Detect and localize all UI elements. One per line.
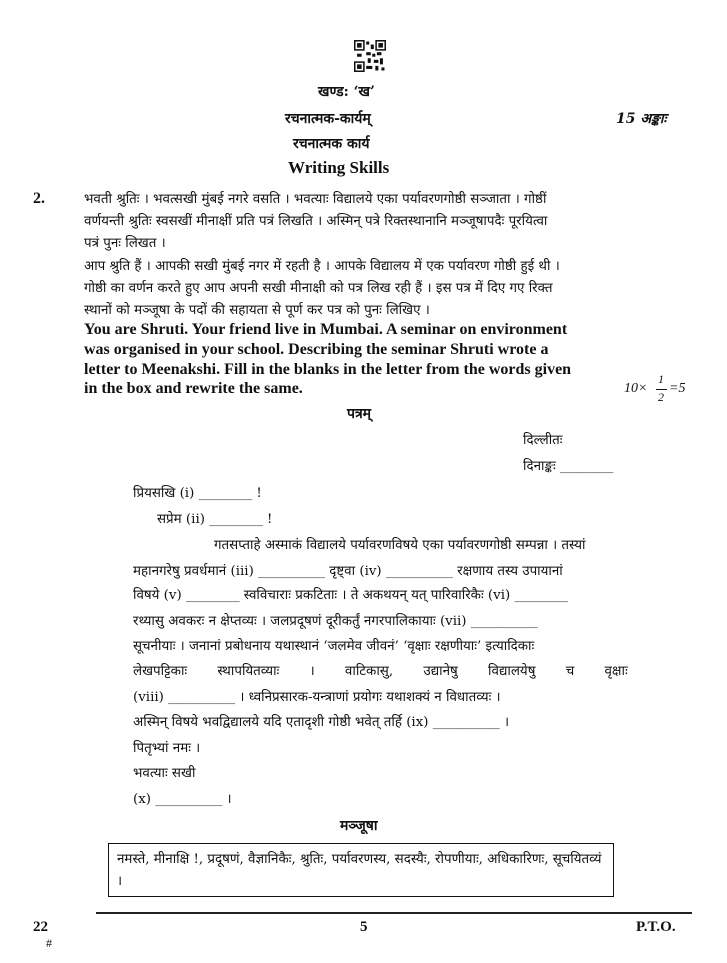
manjusha-heading: मञ्जूषा — [340, 818, 378, 834]
instruction-english-line: was organised in your school. Describing the seminar Shruti wrote a — [84, 341, 549, 358]
instruction-english-line: in the box and rewrite the same. — [84, 380, 303, 397]
letter-body-line: भवत्याः सखी — [133, 766, 196, 781]
question-number: 2. — [33, 190, 45, 207]
marks-fraction-numerator: 1 — [658, 372, 664, 386]
footer-divider — [96, 912, 692, 914]
marks-fraction-denominator: 2 — [658, 390, 664, 404]
letter-date: दिनाङ्कः ________ — [523, 459, 614, 474]
manjusha-words: नमस्ते, मीनाक्षि !, प्रदूषणं, वैज्ञानिकैः, श्रुतिः, पर्यावरणस्य, सदस्यैः, रोपणीयाः, अधिकारिणः, सूचयितव्यं । — [117, 852, 602, 889]
letter-body-line: विषये (v) ________ स्वविचाराः प्रकटिताः । ते अकथयन् यत् पारिवारिकैः (vi) ________ — [133, 588, 569, 603]
title-english: Writing Skills — [288, 158, 390, 177]
manjusha-box — [108, 843, 614, 897]
footer-hash: # — [46, 936, 52, 950]
footer-code: 22 — [33, 919, 48, 935]
letter-body-line: सूचनीयाः । जनानां प्रबोधनाय यथास्थानं ‘जलमेव जीवनं’ ‘वृक्षाः रक्षणीयाः’ इत्यादिकाः — [133, 639, 535, 654]
page-number: 5 — [360, 919, 368, 935]
instruction-english-line: letter to Meenakshi. Fill in the blanks in the letter from the words given — [84, 361, 572, 378]
letter-place: दिल्लीतः — [523, 433, 563, 448]
instruction-hindi-line: गोष्ठी का वर्णन करते हुए आप अपनी सखी मीनाक्षी को पत्र लिख रही हैं । इस पत्र में दिए गए रिक्त — [84, 281, 553, 296]
marks-lhs: 10× — [624, 381, 648, 396]
letter-body-line: महानगरेषु प्रवर्धमानं (iii) __________ दृष्ट्वा (iv) __________ रक्षणाय तस्य उपायानां — [133, 564, 563, 579]
marks-label: 15 अङ्काः — [616, 111, 667, 127]
title-hindi: रचनात्मक कार्य — [293, 136, 370, 152]
instruction-hindi-line: आप श्रुति हैं । आपकी सखी मुंबई नगर में रहती है । आपके विद्यालय में एक पर्यावरण गोष्ठी हुई थी । — [84, 259, 560, 274]
qr-code — [354, 40, 386, 72]
instruction-sanskrit-line: भवती श्रुतिः । भवत्सखी मुंबई नगरे वसति । भवत्याः विद्यालये एका पर्यावरणगोष्ठी सञ्जाता । गोष्ठीं — [84, 192, 547, 207]
instruction-hindi-line: स्थानों को मञ्जूषा के पदों की सहायता से पूर्ण कर पत्र को पुनः लिखिए । — [84, 303, 430, 318]
instruction-sanskrit-line: वर्णयन्ती श्रुतिः स्वसखीं मीनाक्षीं प्रति पत्रं लिखति । अस्मिन् पत्रे रिक्तस्थानानि मञ्जूषापदैः पूरयित्वा — [84, 214, 548, 229]
letter-body-line: गतसप्ताहे अस्माकं विद्यालये पर्यावरणविषये एका पर्यावरणगोष्ठी सम्पन्ना । तस्यां — [214, 538, 586, 553]
letter-body-line: रथ्यासु अवकरः न क्षेप्तव्यः । जलप्रदूषणं दूरीकर्तुं नगरपालिकायाः (vii) __________ — [133, 614, 538, 629]
title-sanskrit: रचनात्मक-कार्यम् — [285, 111, 371, 127]
letter-body-line: पितृभ्यां नमः । — [133, 741, 201, 756]
letter-body-line: (viii) __________ । ध्वनिप्रसारक-यन्त्राणां प्रयोगः यथाशक्यं न विधातव्यः । — [133, 690, 501, 705]
letter-body-line: (x) __________ । — [133, 792, 232, 807]
section-heading: खण्ड: ‘ख’ — [318, 84, 375, 100]
letter-body-line: लेखपट्टिकाः स्थापयितव्याः । वाटिकासु, उद्यानेषु विद्यालयेषु च वृक्षाः — [133, 664, 628, 679]
letter-salutation: प्रियसखि (i) ________ ! — [133, 486, 262, 501]
pto-label: P.T.O. — [636, 919, 676, 935]
letter-body-line: अस्मिन् विषये भवद्विद्यालये यदि एतादृशी गोष्ठी भवेत् तर्हि (ix) __________ । — [133, 715, 510, 730]
marks-rhs: =5 — [669, 381, 686, 396]
instruction-english-line: You are Shruti. Your friend live in Mumbai. A seminar on environment — [84, 321, 568, 338]
letter-greeting: सप्रेम (ii) ________ ! — [157, 512, 273, 527]
instruction-sanskrit-line: पत्रं पुनः लिखत । — [84, 236, 166, 251]
letter-heading: पत्रम् — [347, 406, 372, 422]
